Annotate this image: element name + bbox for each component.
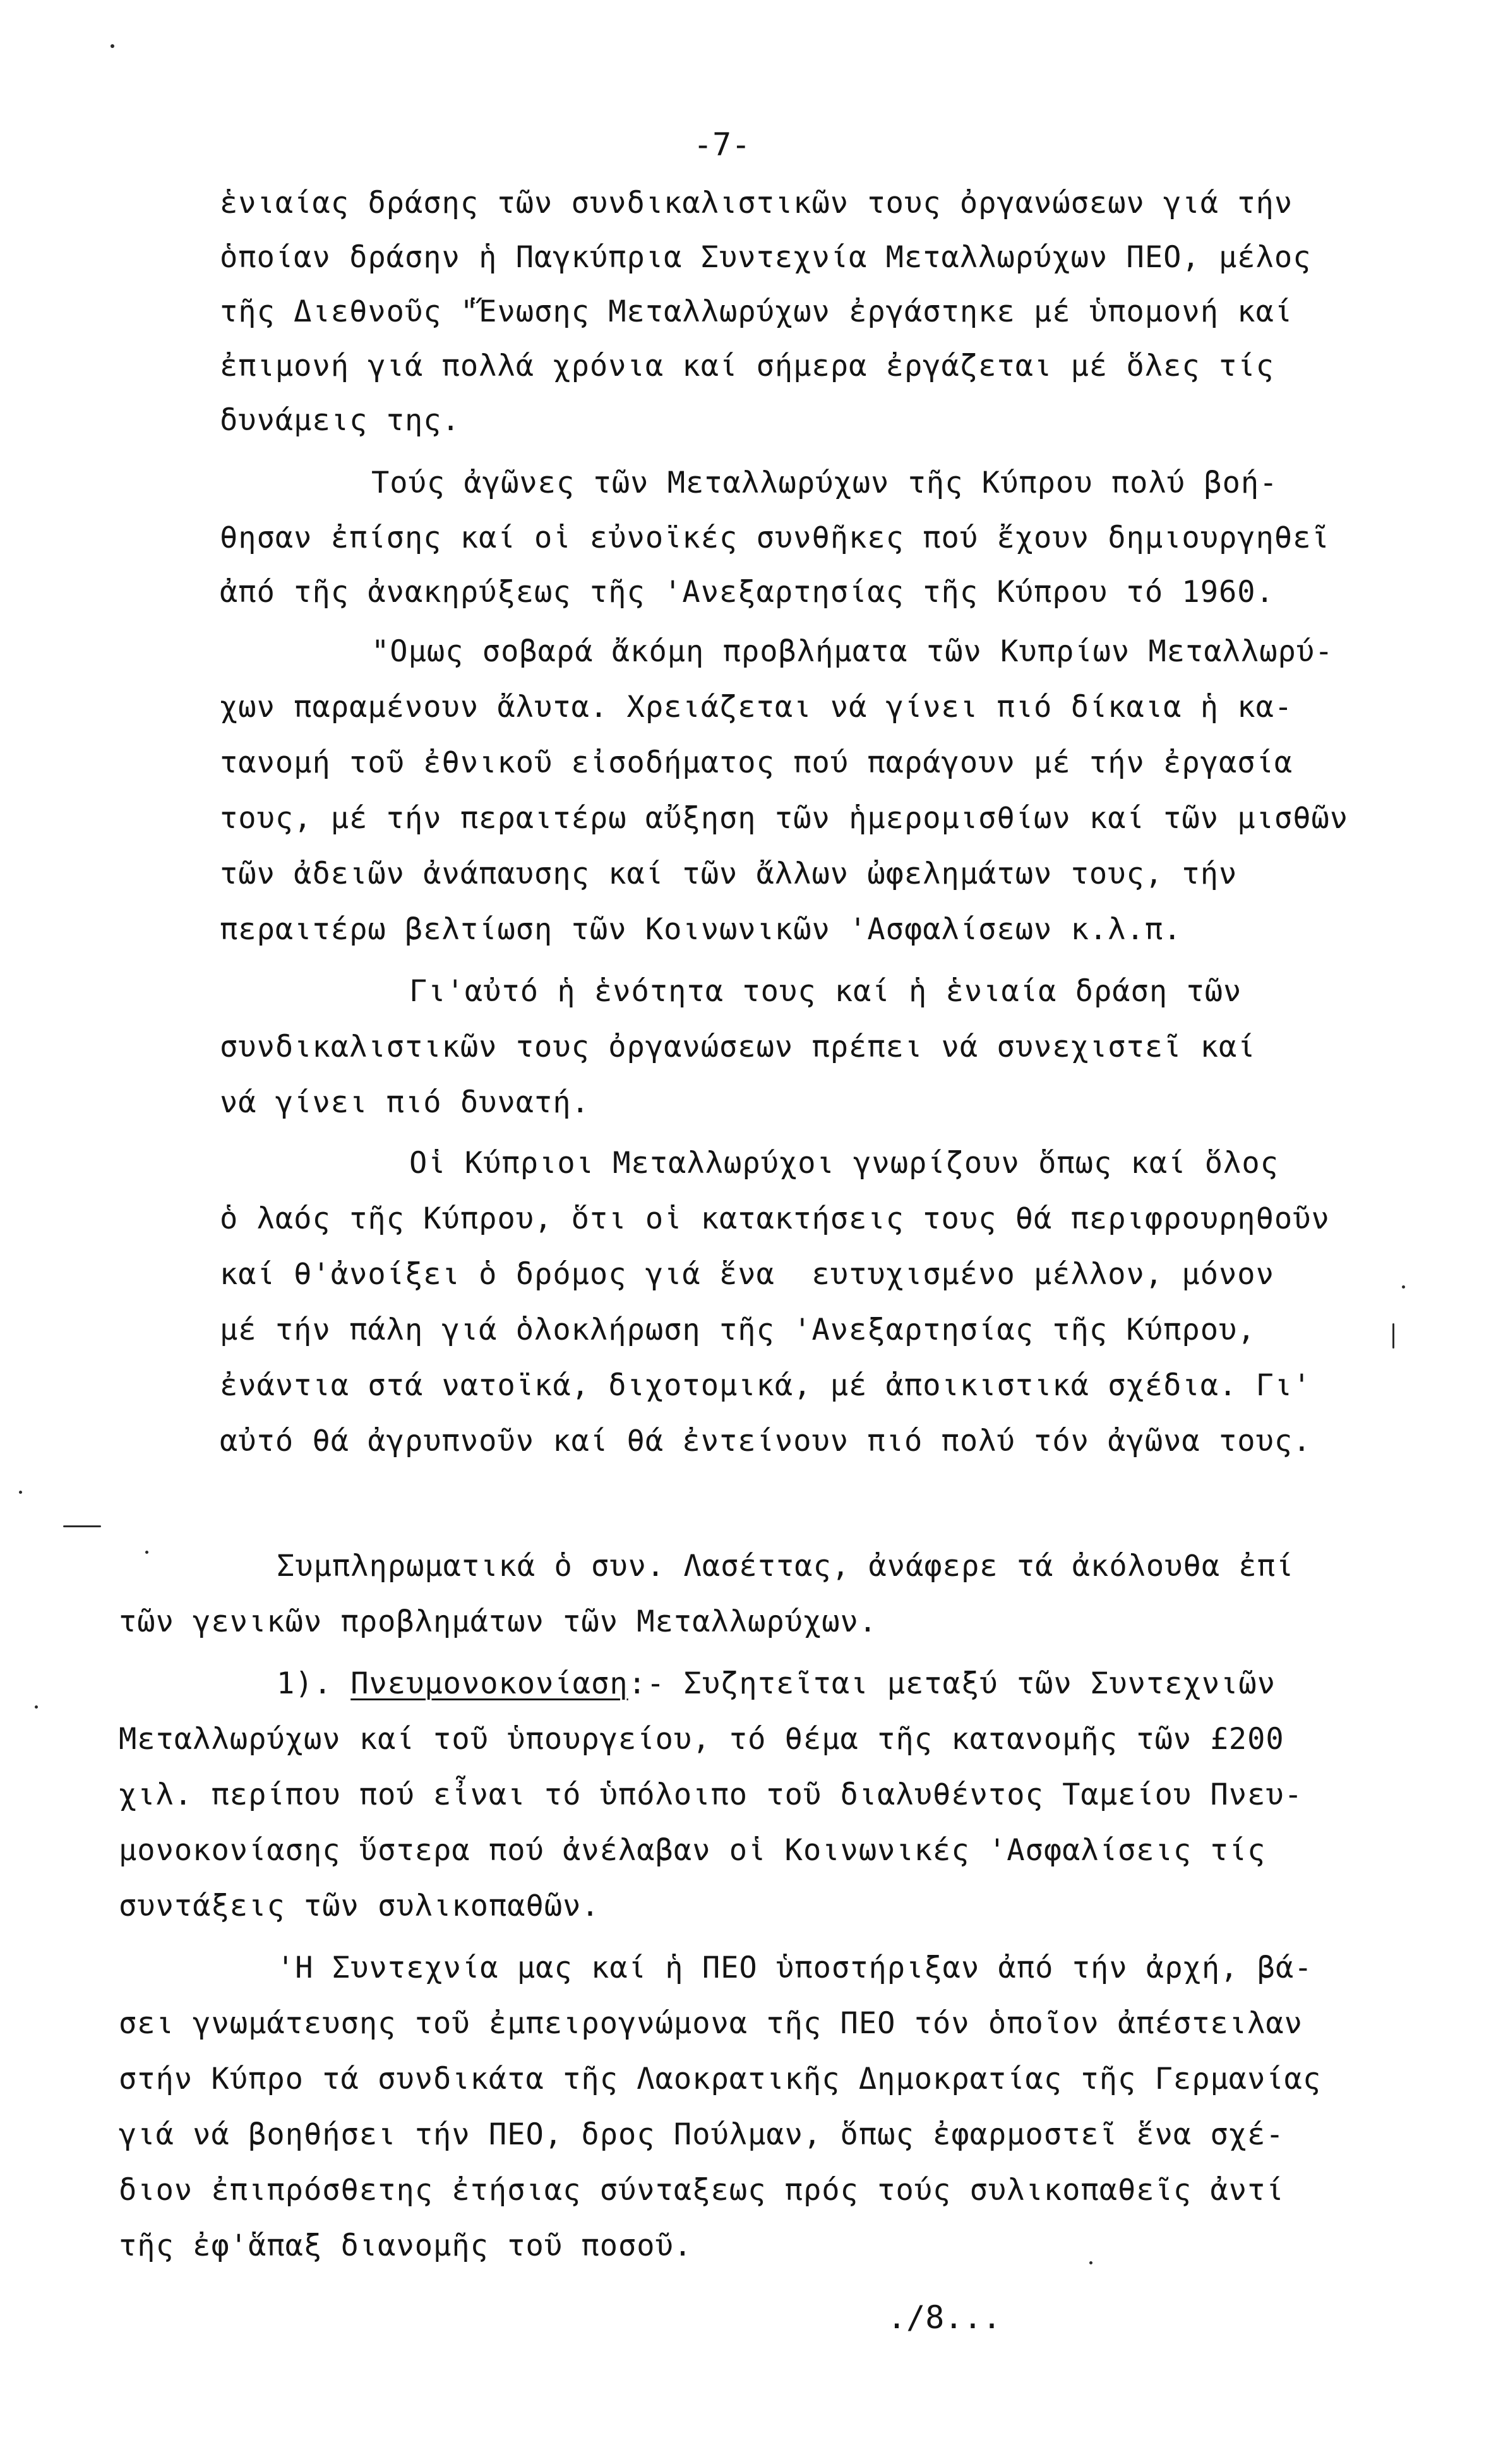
text-line: Γι'αὐτό ἡ ἑνότητα τους καί ἡ ἑνιαία δράση τῶν (409, 974, 1242, 1009)
item-number: 1). (277, 1666, 332, 1701)
scan-mark (63, 1525, 101, 1527)
text-line: δυνάμεις της. (220, 403, 460, 438)
page-number: -7- (693, 126, 751, 163)
text-line: Συμπληρωματικά ὁ συν. Λασέττας, ἀνάφερε τά ἀκόλουθα ἐπί (277, 1549, 1295, 1584)
text-line: ἀπό τῆς ἀνακηρύξεως τῆς 'Ανεξαρτησίας τῆς Κύπρου τό 1960. (220, 575, 1274, 610)
scan-speck (111, 44, 114, 48)
text-line: διον ἐπιπρόσθετης ἐτήσιας σύνταξεως πρός τούς συλικοπαθεῖς ἀντί (119, 2173, 1284, 2208)
item-heading-rest: :- Συζητεῖται μεταξύ τῶν Συντεχνιῶν (628, 1666, 1276, 1701)
text-line: μέ τήν πάλη γιά ὁλοκλήρωση τῆς 'Ανεξαρτησίας τῆς Κύπρου, (220, 1313, 1256, 1347)
item-heading: Πνευμονοκονίαση (350, 1666, 628, 1701)
text-line: γιά νά βοηθήσει τήν ΠΕΟ, δρος Πούλμαν, ὅπως ἐφαρμοστεῖ ἕνα σχέ- (119, 2117, 1284, 2152)
text-line: μονοκονίασης ὕστερα πού ἀνέλαβαν οἱ Κοινωνικές 'Ασφαλίσεις τίς (119, 1833, 1266, 1868)
text-line: χιλ. περίπου πού εἶναι τό ὑπόλοιπο τοῦ διαλυθέντος Ταμείου Πνευ- (119, 1777, 1303, 1812)
scan-speck (1089, 2261, 1092, 2264)
text-line: συντάξεις τῶν συλικοπαθῶν. (119, 1889, 600, 1923)
text-line: ἐπιμονή γιά πολλά χρόνια καί σήμερα ἐργάζεται μέ ὅλες τίς (220, 349, 1274, 383)
scan-speck (145, 1551, 148, 1554)
scan-speck (19, 1491, 22, 1494)
text-line: ὁποίαν δράσην ἡ Παγκύπρια Συντεχνία Μεταλλωρύχων ΠΕΟ, μέλος (220, 240, 1312, 275)
text-line: στήν Κύπρο τά συνδικάτα τῆς Λαοκρατικῆς Δημοκρατίας τῆς Γερμανίας (119, 2062, 1322, 2096)
text-line: τῶν ἀδειῶν ἀνάπαυσης καί τῶν ἄλλων ὠφελημάτων τους, τήν (220, 856, 1238, 891)
text-line: Μεταλλωρύχων καί τοῦ ὑπουργείου, τό θέμα τῆς κατανομῆς τῶν £200 (119, 1722, 1284, 1757)
text-line: τους, μέ τήν περαιτέρω αὔξηση τῶν ἡμερομισθίων καί τῶν μισθῶν (220, 801, 1349, 836)
numbered-item-first-line (277, 1665, 1276, 1703)
text-line: Οἱ Κύπριοι Μεταλλωρύχοι γνωρίζουν ὅπως καί ὅλος (409, 1146, 1279, 1181)
text-line: τῆς ἐφ'ἅπαξ διανομῆς τοῦ ποσοῦ. (119, 2228, 693, 2263)
text-line: "Ομως σοβαρά ἄκόμη προβλήματα τῶν Κυπρίων Μεταλλωρύ- (371, 634, 1334, 669)
text-line: ἐνάντια στά νατοϊκά, διχοτομικά, μέ ἀποικιστικά σχέδια. Γι' (220, 1368, 1312, 1403)
continuation-marker: ./8... (887, 2299, 1002, 2336)
text-line: νά γίνει πιό δυνατή. (220, 1085, 590, 1120)
text-line: αὐτό θά ἀγρυπνοῦν καί θά ἐντείνουν πιό πολύ τόν ἀγῶνα τους. (220, 1424, 1312, 1458)
text-line: τῶν γενικῶν προβλημάτων τῶν Μεταλλωρύχων. (119, 1604, 878, 1639)
text-line: ὁ λαός τῆς Κύπρου, ὅτι οἱ κατακτήσεις τους θά περιφρουρηθοῦν (220, 1201, 1330, 1236)
text-line: καί θ'ἀνοίξει ὁ δρόμος γιά ἕνα ευτυχισμένο μέλλον, μόνον (220, 1257, 1274, 1292)
text-line: θησαν ἐπίσης καί οἱ εὐνοϊκές συνθῆκες πού ἔχουν δημιουργηθεῖ (220, 520, 1330, 555)
text-line: χων παραμένουν ἄλυτα. Χρειάζεται νά γίνει πιό δίκαια ἡ κα- (220, 690, 1293, 724)
text-line: τανομή τοῦ ἐθνικοῦ εἰσοδήματος πού παράγουν μέ τήν ἐργασία (220, 745, 1293, 780)
text-line: Τούς ἀγῶνες τῶν Μεταλλωρύχων τῆς Κύπρου πολύ βοή- (371, 466, 1278, 500)
text-line: 'Η Συντεχνία μας καί ἡ ΠΕΟ ὑποστήριξαν ἀπό τήν ἀρχή, βά- (277, 1950, 1313, 1985)
text-line: συνδικαλιστικῶν τους ὀργανώσεων πρέπει νά συνεχιστεῖ καί (220, 1030, 1256, 1064)
text-line: περαιτέρω βελτίωση τῶν Κοινωνικῶν 'Ασφαλίσεων κ.λ.π. (220, 912, 1182, 947)
scan-speck (35, 1705, 38, 1709)
text-line: σει γνωμάτευσης τοῦ ἐμπειρογνώμονα τῆς ΠΕΟ τόν ὁποῖον ἀπέστειλαν (119, 2006, 1303, 2041)
text-line: ἑνιαίας δράσης τῶν συνδικαλιστικῶν τους ὀργανώσεων γιά τήν (220, 186, 1293, 220)
scan-speck (1402, 1285, 1405, 1289)
scan-mark (1392, 1323, 1394, 1349)
text-line: τῆς Διεθνοῦς "Ἕνωσης Μεταλλωρύχων ἐργάστηκε μέ ὑπομονή καί (220, 294, 1293, 329)
